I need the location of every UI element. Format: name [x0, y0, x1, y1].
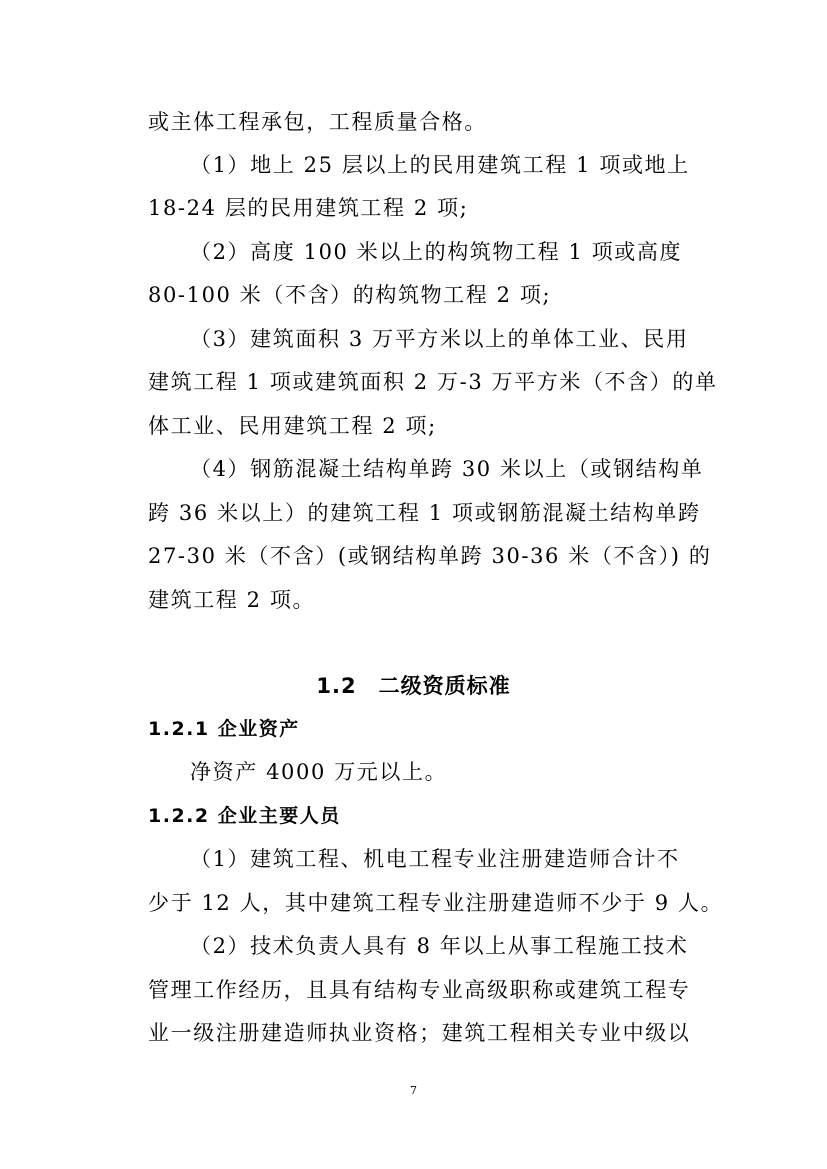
- personnel-p2-line-1: （2）技术负责人具有 8 年以上从事工程施工技术: [190, 934, 689, 958]
- personnel-p2-line-2: 管理工作经历，且具有结构专业高级职称或建筑工程专: [148, 978, 691, 1002]
- item-3-line-2: 建筑工程 1 项或建筑面积 2 万-3 万平方米（不含）的单: [148, 370, 718, 394]
- personnel-p1-line-2: 少于 12 人，其中建筑工程专业注册建造师不少于 9 人。: [148, 891, 724, 915]
- item-3-line-1: （3）建筑面积 3 万平方米以上的单体工业、民用: [190, 327, 689, 351]
- subsection-heading-assets: 1.2.1 企业资产: [148, 718, 300, 740]
- subsection-heading-personnel: 1.2.2 企业主要人员: [148, 805, 341, 827]
- item-4-line-1: （4）钢筋混凝土结构单跨 30 米以上（或钢结构单: [190, 457, 704, 481]
- item-2-line-1: （2）高度 100 米以上的构筑物工程 1 项或高度: [190, 240, 683, 264]
- section-heading: 1.2 二级资质标准: [316, 674, 511, 698]
- personnel-p1-line-1: （1）建筑工程、机电工程专业注册建造师合计不: [190, 847, 680, 871]
- item-4-line-2: 跨 36 米以上）的建筑工程 1 项或钢筋混凝土结构单跨: [148, 501, 701, 525]
- item-4-line-4: 建筑工程 2 项。: [148, 588, 316, 612]
- paragraph-continuation: 或主体工程承包，工程质量合格。: [148, 110, 487, 134]
- item-4-line-3: 27-30 米（不含）(或钢结构单跨 30-36 米（不含）) 的: [148, 544, 712, 568]
- personnel-p2-line-3: 业一级注册建造师执业资格；建筑工程相关专业中级以: [148, 1021, 691, 1045]
- item-1-line-2: 18-24 层的民用建筑工程 2 项;: [148, 196, 469, 220]
- item-2-line-2: 80-100 米（不含）的构筑物工程 2 项;: [148, 283, 552, 307]
- item-1-line-1: （1）地上 25 层以上的民用建筑工程 1 项或地上: [190, 153, 690, 177]
- assets-text: 净资产 4000 万元以上。: [190, 760, 448, 784]
- page-number: 7: [410, 1084, 417, 1097]
- item-3-line-3: 体工业、民用建筑工程 2 项;: [148, 414, 437, 438]
